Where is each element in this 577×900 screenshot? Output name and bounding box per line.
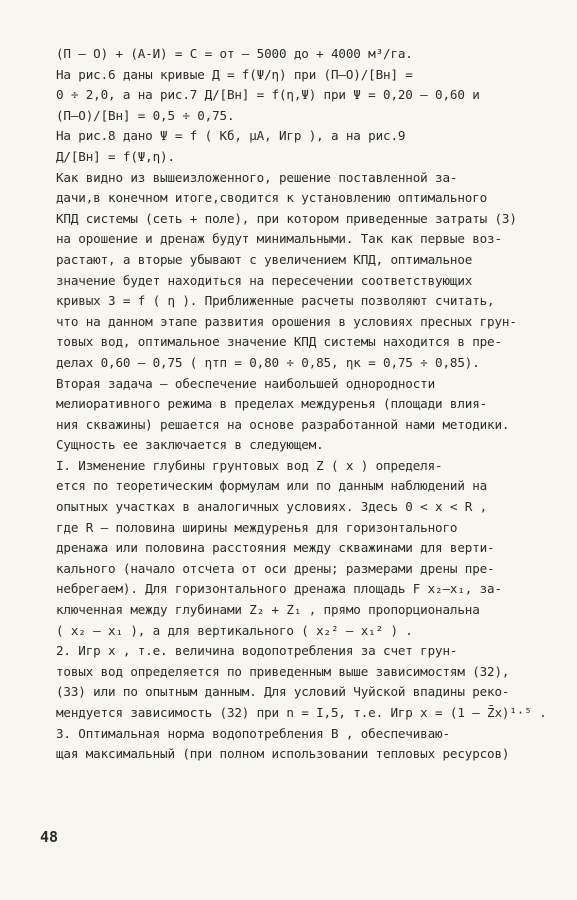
- page-text: [56, 44, 547, 765]
- text-line: кривых З = f ( η ). Приближенные расчеты позволяют считать,: [56, 293, 495, 309]
- text-line: где R – половина ширины междуренья для горизонтального: [56, 519, 458, 535]
- text-line: растают, а вторые убывают с увеличением КПД, оптимальное: [56, 251, 473, 267]
- text-line: 3. Оптимальная норма водопотребления В , обеспечиваю-: [56, 725, 450, 741]
- text-line: (33) или по опытным данным. Для условий Чуйской впадины реко-: [56, 684, 510, 700]
- text-line: дачи,в конечном итоге,сводится к установлению оптимального: [56, 190, 488, 206]
- text-line: на орошение и дренаж будут минимальными. Так как первые воз-: [56, 231, 502, 247]
- text-line: Вторая задача – обеспечение наибольшей однородности: [56, 375, 436, 391]
- text-line: 2. Игр x , т.е. величина водопотребления за счет грун-: [56, 643, 458, 659]
- text-line: мендуется зависимость (32) при n = I,5, т.е. Игр x = (1 – Z̄x)¹·⁵ .: [56, 705, 547, 720]
- text-line: ( x₂ – x₁ ), а для вертикального ( x₂² – x₁² ) .: [56, 622, 413, 638]
- text-line: Сущность ее заключается в следующем.: [56, 437, 324, 453]
- text-line: ется по теоретическим формулам или по данным наблюдений на: [56, 478, 488, 494]
- text-line: Д/[Вн] = f(Ψ,η).: [56, 148, 175, 164]
- text-line: товых вод определяется по приведенным выше зависимостям (32),: [56, 663, 510, 679]
- text-line: На рис.8 дано Ψ = f ( Kб, μА, Игр ), а на рис.9: [56, 128, 406, 144]
- text-line: Как видно из вышеизложенного, решение поставленной за-: [56, 169, 458, 185]
- text-line: КПД системы (сеть + поле), при котором приведенные затраты (3): [56, 210, 517, 226]
- text-line: небрегаем). Для горизонтального дренажа площадь F x₂–x₁, за-: [56, 581, 502, 597]
- text-line: мелиоративного режима в пределах междуренья (площади влия-: [56, 396, 488, 412]
- text-line: На рис.6 даны кривые Д = f(Ψ/η) при (П–О)/[Вн] =: [56, 66, 413, 82]
- text-line: дренажа или половина расстояния между скважинами для верти-: [56, 540, 495, 556]
- text-line: ния скважины) решается на основе разработанной нами методики.: [56, 416, 510, 432]
- text-line: (П–О)/[Вн] = 0,5 ÷ 0,75.: [56, 107, 235, 123]
- page-number: 48: [40, 828, 59, 846]
- text-line: I. Изменение глубины грунтовых вод Z ( x ) определя-: [56, 457, 443, 473]
- text-line: ключенная между глубинами Z₂ + Z₁ , прямо пропорциональна: [56, 602, 480, 618]
- text-line: значение будет находиться на пересечении соответствующих: [56, 272, 473, 288]
- text-line: (П – О) + (А-И) = С = от – 5000 до + 4000 м³/га.: [56, 46, 413, 61]
- text-line: щая максимальный (при полном использовании тепловых ресурсов): [56, 746, 510, 762]
- text-line: 0 ÷ 2,0, а на рис.7 Д/[Вн] = f(η,Ψ) при Ψ = 0,20 – 0,60 и: [56, 87, 480, 103]
- text-line: что на данном этапе развития орошения в условиях пресных грун-: [56, 313, 517, 329]
- text-line: опытных участках в аналогичных условиях. Здесь 0 < x < R ,: [56, 499, 488, 515]
- text-line: товых вод, оптимальное значение КПД системы находится в пре-: [56, 334, 502, 350]
- text-line: делах 0,60 – 0,75 ( ηтп = 0,80 ÷ 0,85, ηк = 0,75 ÷ 0,85).: [56, 354, 480, 370]
- text-line: кального (начало отсчета от оси дрены; размерами дрены пре-: [56, 560, 495, 576]
